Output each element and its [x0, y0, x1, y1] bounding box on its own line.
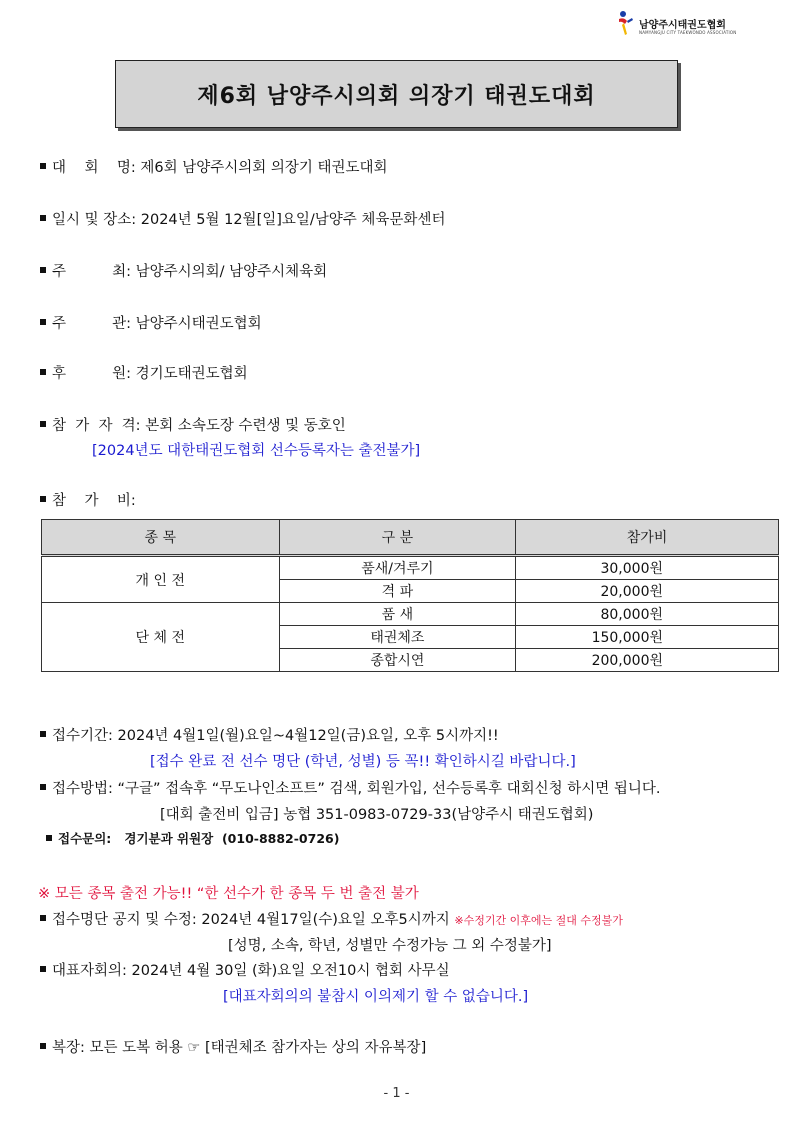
bullet-icon	[40, 369, 46, 375]
info-competition-name: 대 회 명: 제6회 남양주시의회 의장기 태권도대회	[40, 156, 388, 177]
roster-note: [성명, 소속, 학년, 성별만 수정가능 그 외 수정불가]	[228, 938, 552, 954]
info-eligibility: 참 가 자 격: 본회 소속도장 수련생 및 동호인	[40, 414, 346, 435]
header-category: 구 분	[279, 520, 516, 556]
bullet-icon	[40, 319, 46, 325]
info-host: 주 최: 남양주시의회/ 남양주시체육회	[40, 260, 327, 281]
bullet-icon	[40, 267, 46, 273]
bullet-icon	[40, 1043, 46, 1049]
bullet-icon	[40, 421, 46, 427]
reception-period: 접수기간: 2024년 4월1일(월)요일~4월12일(금)요일, 오후 5시까지!!	[40, 724, 499, 745]
table-row	[42, 556, 779, 580]
roster-deadline-warning: ※수정기간 이후에는 절대 수정불가	[454, 914, 623, 927]
category-cell: 종합시연	[279, 649, 516, 672]
category-cell: 태권체조	[279, 626, 516, 649]
fee-cell: 80,000원	[516, 603, 779, 626]
page-number: - 1 -	[383, 1086, 410, 1101]
representative-meeting: 대표자회의: 2024년 4월 30일 (화)요일 오전10시 협회 사무실	[40, 959, 450, 980]
fee-cell: 20,000원	[516, 580, 779, 603]
table-row	[42, 603, 779, 626]
bullet-icon	[40, 784, 46, 790]
inquiry: 접수문의: 경기분과 위원장 (010-8882-0726)	[46, 829, 339, 847]
category-cell: 품새/겨루기	[279, 556, 516, 580]
reception-note: [접수 완료 전 선수 명단 (학년, 성별) 등 꼭!! 확인하시길 바랍니다.]	[150, 754, 576, 770]
header-event: 종 목	[42, 520, 280, 556]
logo-name: 남양주시태권도협회	[639, 20, 726, 31]
info-organizer: 주 관: 남양주시태권도협회	[40, 312, 262, 333]
reception-method: 접수방법: “구글” 접속후 “무도나인소프트” 검색, 회원가입, 선수등록후 대회신청 하시면 됩니다.	[40, 777, 661, 798]
info-date-venue: 일시 및 장소: 2024년 5월 12월[일]요일/남양주 체육문화센터	[40, 208, 445, 229]
group-individual: 개 인 전	[42, 556, 280, 603]
bullet-icon	[46, 835, 52, 841]
association-logo	[615, 8, 735, 40]
fee-cell: 30,000원	[516, 556, 779, 580]
header-fee: 참가비	[516, 520, 779, 556]
bullet-icon	[40, 496, 46, 502]
category-cell: 격 파	[279, 580, 516, 603]
fee-heading: 참 가 비:	[40, 489, 136, 510]
eligibility-note: [2024년도 대한태권도협회 선수등록자는 출전불가]	[92, 443, 421, 459]
info-sponsor: 후 원: 경기도태권도협회	[40, 362, 248, 383]
bullet-icon	[40, 163, 46, 169]
dress-code: 복장: 모든 도복 허용 ☞ [태권체조 참가자는 상의 자유복장]	[40, 1036, 426, 1057]
fee-table	[41, 519, 779, 672]
bank-account: [대회 출전비 입금] 농협 351-0983-0729-33(남양주시 태권도협회)	[160, 807, 594, 823]
fee-cell: 200,000원	[516, 649, 779, 672]
category-cell: 품 새	[279, 603, 516, 626]
fee-table-header	[42, 520, 779, 556]
meeting-note: [대표자회의의 불참시 이의제기 할 수 없습니다.]	[223, 989, 529, 1005]
bullet-icon	[40, 731, 46, 737]
entry-warning: ※ 모든 종목 출전 가능!! “한 선수가 한 종목 두 번 출전 불가	[38, 886, 419, 902]
taekwondo-logo-icon	[615, 10, 635, 36]
title-box	[115, 60, 678, 128]
bullet-icon	[40, 966, 46, 972]
bullet-icon	[40, 215, 46, 221]
group-team: 단 체 전	[42, 603, 280, 672]
logo-subtitle: NAMYANGJU CITY TAEKWONDO ASSOCIATION	[639, 30, 737, 35]
fee-cell: 150,000원	[516, 626, 779, 649]
bullet-icon	[40, 915, 46, 921]
roster-notice: 접수명단 공지 및 수정: 2024년 4월17일(수)요일 오후5시까지 ※수정기간 이후에는 절대 수정불가	[40, 908, 623, 929]
document-title: 제6회 남양주시의회 의장기 태권도대회	[197, 83, 596, 109]
